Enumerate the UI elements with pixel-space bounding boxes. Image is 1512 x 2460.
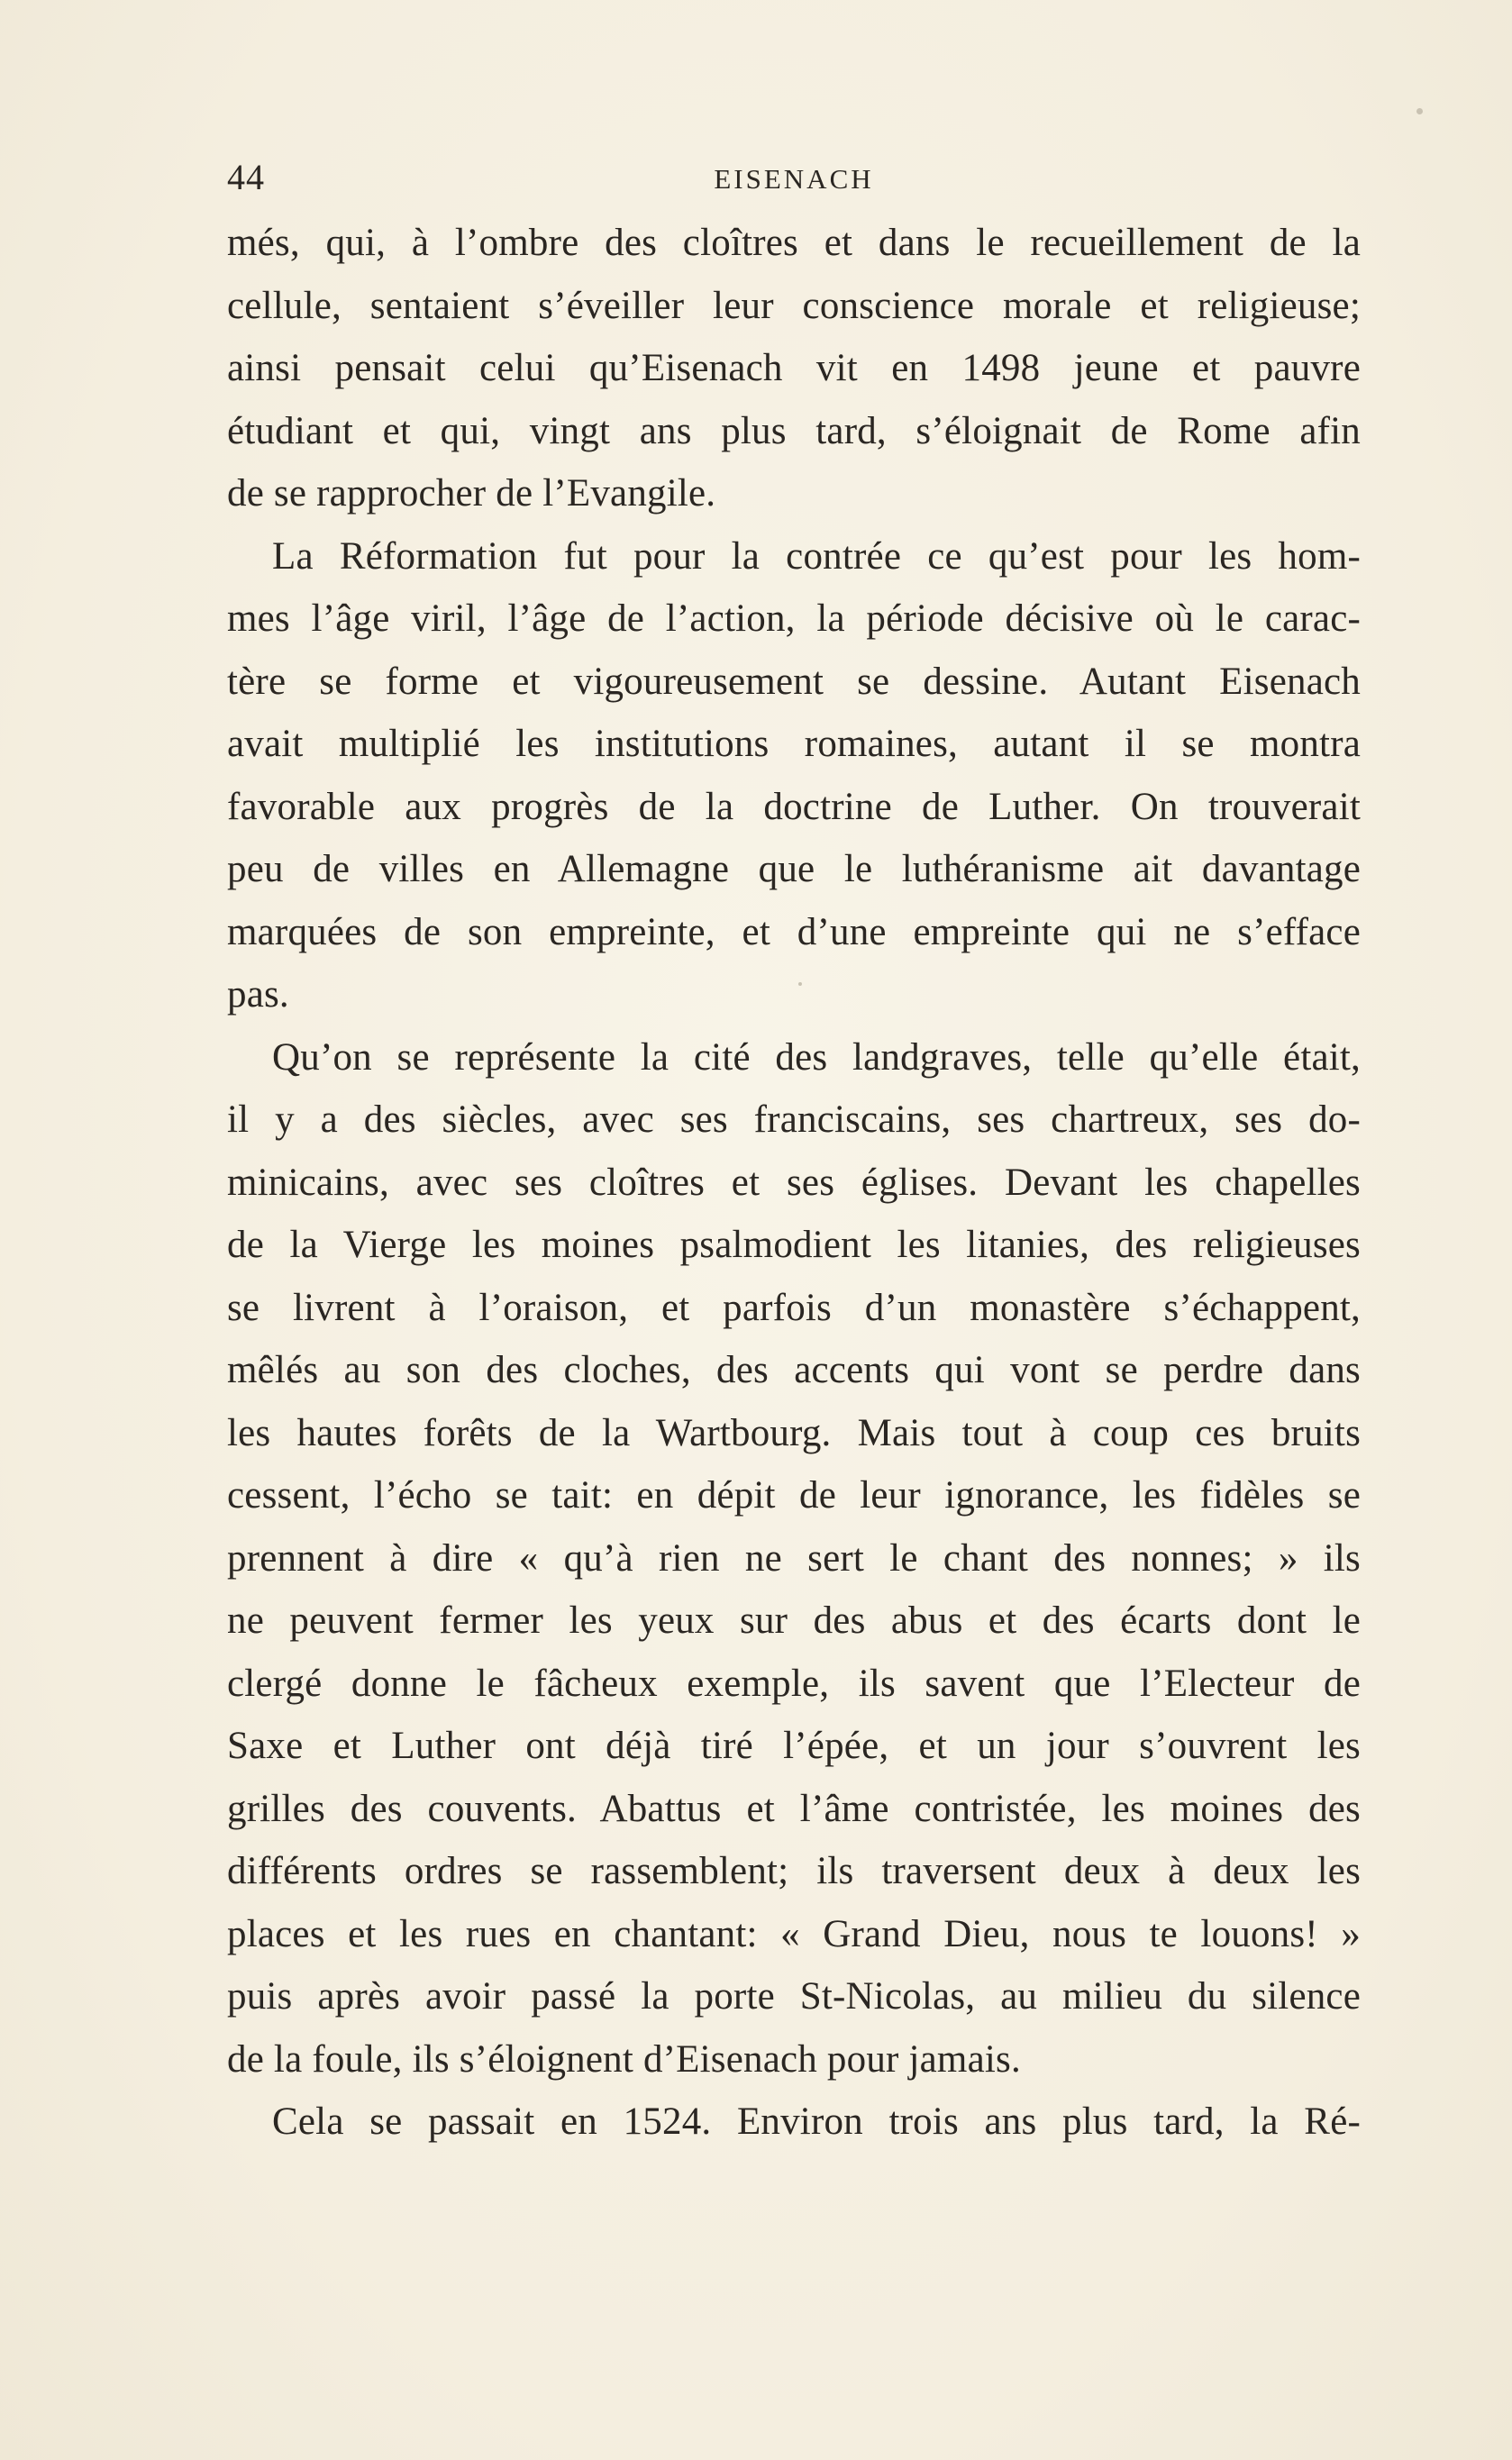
running-head [227, 155, 1361, 200]
text-line: places et les rues en chantant: « Grand Dieu, nous te louons! » [227, 1912, 1361, 1955]
text-line: de la Vierge les moines psalmodient les litanies, des religieuses [227, 1224, 1361, 1266]
text-line: mes l’âge viril, l’âge de l’action, la période décisive où le carac- [227, 597, 1361, 640]
page-number: 44 [227, 157, 265, 197]
running-title: EISENACH [714, 163, 874, 195]
text-line: grilles des couvents. Abattus et l’âme contristée, les moines des [227, 1787, 1361, 1830]
text-line: tère se forme et vigoureusement se dessine. Autant Eisenach [227, 660, 1361, 703]
text-line: se livrent à l’oraison, et parfois d’un monastère s’échappent, [227, 1286, 1361, 1329]
paragraph-first-line: La Réformation fut pour la contrée ce qu’est pour les hom- [272, 534, 1361, 578]
text-line: favorable aux progrès de la doctrine de Luther. On trouverait [227, 785, 1361, 828]
text-line: étudiant et qui, vingt ans plus tard, s’éloignait de Rome afin [227, 409, 1361, 452]
text-line: més, qui, à l’ombre des cloîtres et dans le recueillement de la [227, 222, 1361, 264]
text-line: les hautes forêts de la Wartbourg. Mais tout à coup ces bruits [227, 1411, 1361, 1454]
text-line: clergé donne le fâcheux exemple, ils savent que l’Electeur de [227, 1662, 1361, 1705]
text-line: différents ordres se rassemblent; ils traversent deux à deux les [227, 1850, 1361, 1892]
text-line: puis après avoir passé la porte St-Nicolas, au milieu du silence [227, 1975, 1361, 2018]
text-line: il y a des siècles, avec ses franciscains, ses chartreux, ses do- [227, 1098, 1361, 1141]
text-line: pas. [227, 973, 289, 1016]
text-line: prennent à dire « qu’à rien ne sert le chant des nonnes; » ils [227, 1536, 1361, 1580]
text-line: cellule, sentaient s’éveiller leur conscience morale et religieuse; [227, 284, 1361, 327]
text-line: avait multiplié les institutions romaines, autant il se montra [227, 723, 1361, 765]
paragraph-first-line: Cela se passait en 1524. Environ trois ans plus tard, la Ré- [272, 2100, 1361, 2143]
text-line: peu de villes en Allemagne que le luthéranisme ait davantage [227, 848, 1361, 890]
text-line: ainsi pensait celui qu’Eisenach vit en 1498 jeune et pauvre [227, 347, 1361, 389]
text-line: de se rapprocher de l’Evangile. [227, 472, 716, 515]
paragraph-first-line: Qu’on se représente la cité des landgraves, telle qu’elle était, [272, 1035, 1361, 1079]
text-line: Saxe et Luther ont déjà tiré l’épée, et un jour s’ouvrent les [227, 1725, 1361, 1767]
text-line: minicains, avec ses cloîtres et ses églises. Devant les chapelles [227, 1161, 1361, 1204]
text-line: cessent, l’écho se tait: en dépit de leur ignorance, les fidèles se [227, 1474, 1361, 1517]
paper-speck [1416, 108, 1423, 114]
text-line: ne peuvent fermer les yeux sur des abus et des écarts dont le [227, 1599, 1361, 1642]
body-text [227, 212, 1361, 2154]
text-line: mêlés au son des cloches, des accents qui vont se perdre dans [227, 1349, 1361, 1391]
text-line: marquées de son empreinte, et d’une empreinte qui ne s’efface [227, 910, 1361, 953]
paper-speck [798, 982, 802, 986]
text-line: de la foule, ils s’éloignent d’Eisenach pour jamais. [227, 2037, 1021, 2081]
